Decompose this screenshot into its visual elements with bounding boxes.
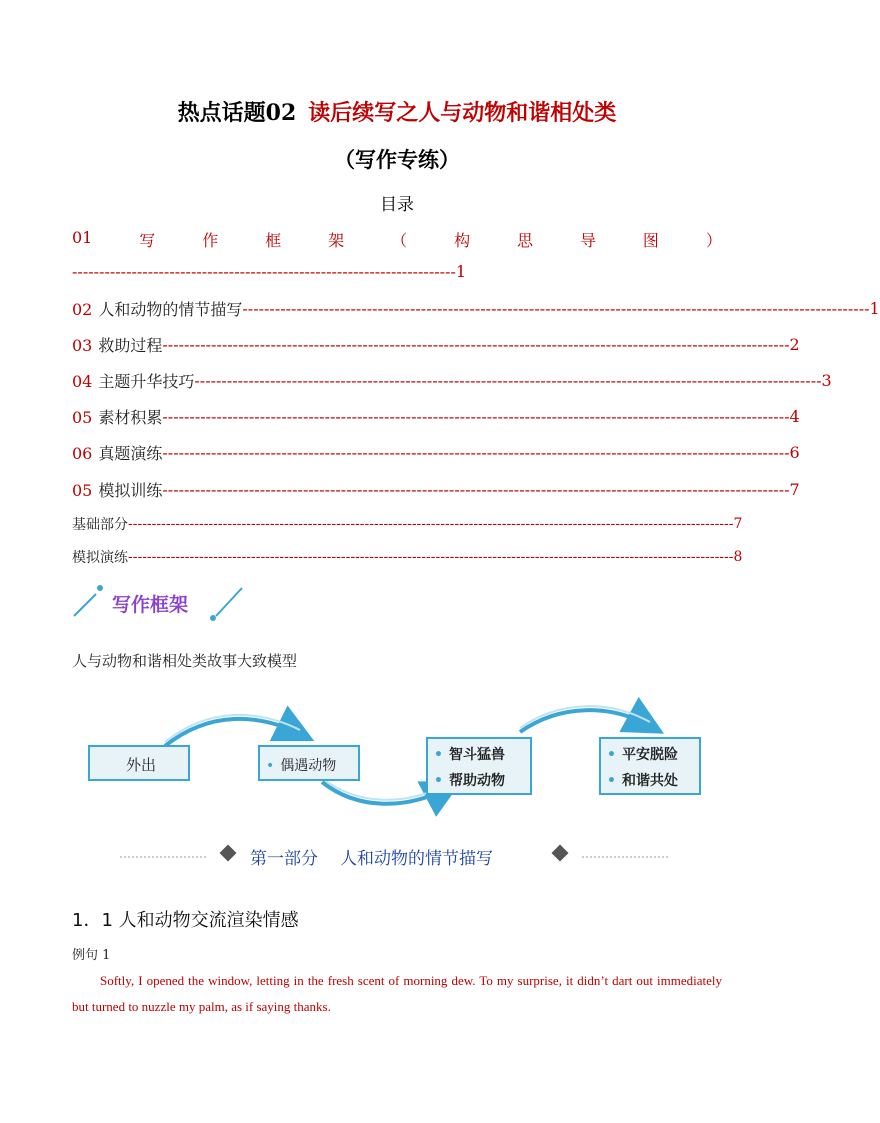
section-banner-label: 写作框架	[112, 594, 189, 616]
toc-row-basic[interactable]	[72, 512, 743, 536]
flow-box-encounter	[258, 745, 360, 781]
toc-leader: --------------------------------------------------------------------------------------------------------------------	[242, 298, 870, 318]
toc-char: ）	[705, 231, 722, 250]
toc-num: 02	[72, 299, 93, 319]
toc-row-01-leader[interactable]: -----------------------------------------------------------------------1	[72, 262, 467, 281]
section-heading: 1．1 人和动物交流渲染情感	[72, 910, 299, 931]
flow-box-outcome	[599, 737, 701, 795]
toc-row-03[interactable]	[72, 332, 800, 356]
bullet-icon: •	[434, 747, 443, 763]
flow-box-outing	[88, 745, 190, 781]
part-one-title: 人和动物的情节描写	[340, 849, 493, 869]
toc-leader: --------------------------------------------------------------------------------------------------------------------------------	[128, 516, 734, 532]
bullet-icon: •	[607, 773, 616, 789]
toc-label: 基础部分	[72, 517, 128, 533]
toc-label: 救助过程	[98, 335, 163, 355]
toc-label: 模拟演练	[72, 550, 128, 566]
part-one-heading	[250, 844, 493, 869]
toc-char: 图	[642, 231, 659, 250]
toc-num: 05	[72, 480, 93, 500]
toc-page: 7	[733, 516, 743, 532]
toc-label: 主题升华技巧	[98, 371, 195, 391]
example-label: 例句 1	[72, 948, 111, 963]
flow-box-label: 外出	[126, 756, 157, 774]
bullet-icon: •	[266, 758, 275, 774]
toc-page: 8	[733, 549, 743, 565]
toc-char: 思	[517, 231, 534, 250]
toc-leader: --------------------------------------------------------------------------------------------------------------------	[162, 334, 790, 354]
toc-page: 7	[789, 479, 800, 499]
toc-label: 人和动物的情节描写	[98, 299, 243, 319]
toc-page: 3	[821, 370, 832, 390]
toc-leader: --------------------------------------------------------------------------------------------------------------------------------	[128, 549, 734, 565]
toc-char: 导	[579, 231, 596, 250]
toc-num: 05	[72, 407, 93, 427]
title-prefix: 热点话题02	[177, 100, 297, 126]
document-subtitle: （写作专练）	[334, 147, 460, 172]
toc-char: 作	[202, 231, 219, 250]
toc-row-02[interactable]	[72, 296, 880, 320]
example-text: Softly, I opened the window, letting in the fresh scent of morning dew. To my surprise, it didn’t dart out immediately but turned to nuzzle my palm, as if saying thanks.	[72, 973, 722, 1014]
document-title	[0, 96, 794, 130]
toc-char: （	[391, 231, 408, 250]
flow-item: • 和谐共处	[607, 773, 678, 789]
toc-row-07[interactable]	[72, 477, 800, 501]
toc-leader: --------------------------------------------------------------------------------------------------------------------	[194, 370, 822, 390]
toc-row-05[interactable]	[72, 404, 800, 428]
toc-row-06[interactable]	[72, 440, 800, 464]
toc-row-04[interactable]	[72, 368, 832, 392]
toc-label: 素材积累	[98, 407, 163, 427]
toc-num: 06	[72, 443, 93, 463]
toc-page: 4	[789, 406, 800, 426]
flow-item: • 帮助动物	[434, 773, 505, 789]
flow-item: • 平安脱险	[607, 747, 678, 763]
story-model-caption: 人与动物和谐相处类故事大致模型	[72, 652, 298, 670]
toc-char: 框	[265, 231, 282, 250]
bullet-icon: •	[434, 773, 443, 789]
toc-char: 构	[454, 231, 471, 250]
toc-page: 2	[789, 334, 800, 354]
flow-item: • 偶遇动物	[266, 758, 337, 774]
toc-row-01[interactable]	[72, 228, 722, 252]
toc-heading: 目录	[380, 195, 414, 215]
toc-label: 真题演练	[98, 443, 163, 463]
toc-row-practice[interactable]	[72, 545, 743, 569]
part-one-label: 第一部分	[250, 849, 318, 869]
toc-leader: --------------------------------------------------------------------------------------------------------------------	[162, 442, 790, 462]
toc-leader: --------------------------------------------------------------------------------------------------------------------	[162, 479, 790, 499]
flow-item: • 智斗猛兽	[434, 747, 505, 763]
title-main: 读后续写之人与动物和谐相处类	[308, 100, 617, 126]
toc-leader: --------------------------------------------------------------------------------------------------------------------	[162, 406, 790, 426]
toc-char: 架	[328, 231, 345, 250]
toc-label: 模拟训练	[98, 480, 163, 500]
toc-num: 04	[72, 371, 93, 391]
toc-char: 写	[139, 231, 156, 250]
flow-box-action	[426, 737, 532, 795]
toc-num: 03	[72, 335, 93, 355]
toc-page: 6	[789, 442, 800, 462]
bullet-icon: •	[607, 747, 616, 763]
toc-char: 01	[72, 228, 93, 247]
toc-page: 1	[869, 298, 880, 318]
